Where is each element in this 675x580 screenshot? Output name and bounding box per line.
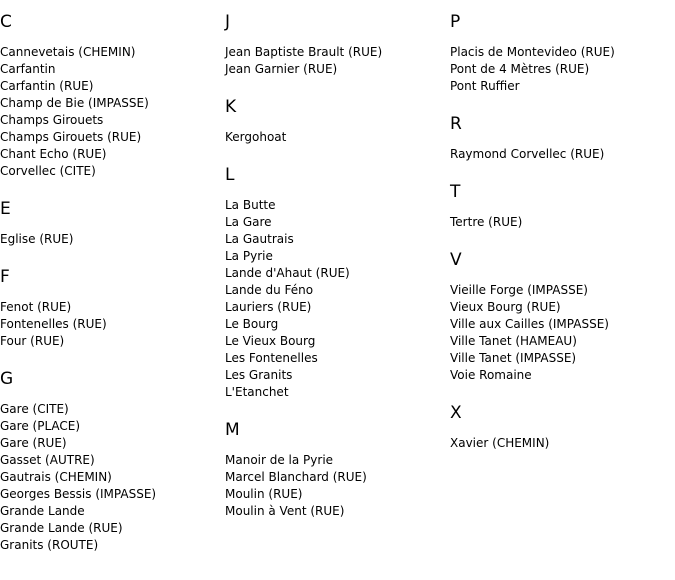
street-link[interactable]: Chant Echo (RUE) — [0, 147, 107, 161]
section-letter-heading: L — [225, 165, 235, 185]
index-column-3 — [450, 12, 675, 471]
letter-section-l — [225, 165, 450, 401]
street-link[interactable]: Ville aux Cailles (IMPASSE) — [450, 317, 609, 331]
street-link[interactable]: La Gautrais — [225, 232, 294, 246]
street-list — [225, 452, 450, 520]
street-link[interactable]: Gare (RUE) — [0, 436, 67, 450]
street-link[interactable]: La Gare — [225, 215, 272, 229]
street-link[interactable]: Fontenelles (RUE) — [0, 317, 107, 331]
street-list — [450, 282, 675, 384]
letter-section-x — [450, 403, 675, 452]
street-link[interactable]: Xavier (CHEMIN) — [450, 436, 550, 450]
street-link[interactable]: Champs Girouets (RUE) — [0, 130, 142, 144]
street-link[interactable]: Fenot (RUE) — [0, 300, 72, 314]
street-link[interactable]: Les Granits — [225, 368, 293, 382]
street-link[interactable]: La Butte — [225, 198, 276, 212]
section-letter-heading: J — [225, 12, 231, 32]
street-link[interactable]: Moulin à Vent (RUE) — [225, 504, 345, 518]
section-letter-heading: E — [0, 199, 11, 219]
street-link[interactable]: Marcel Blanchard (RUE) — [225, 470, 367, 484]
letter-section-e — [0, 199, 225, 248]
street-link[interactable]: Cannevetais (CHEMIN) — [0, 45, 136, 59]
section-letter-heading: R — [450, 114, 462, 134]
street-list — [0, 44, 225, 180]
street-link[interactable]: Vieille Forge (IMPASSE) — [450, 283, 588, 297]
street-link[interactable]: Gare (CITE) — [0, 402, 69, 416]
index-column-2 — [225, 12, 450, 539]
street-list — [0, 231, 225, 248]
street-link[interactable]: Moulin (RUE) — [225, 487, 303, 501]
letter-section-g — [0, 369, 225, 554]
street-list — [0, 401, 225, 554]
street-link[interactable]: Georges Bessis (IMPASSE) — [0, 487, 157, 501]
street-list — [450, 146, 675, 163]
street-list — [0, 299, 225, 350]
index-column-1 — [0, 12, 225, 573]
letter-section-v — [450, 250, 675, 384]
letter-section-p — [450, 12, 675, 95]
street-list — [225, 44, 450, 78]
street-link[interactable]: Le Bourg — [225, 317, 279, 331]
section-letter-heading: K — [225, 97, 237, 117]
street-link[interactable]: Pont Ruffier — [450, 79, 520, 93]
street-link[interactable]: La Pyrie — [225, 249, 273, 263]
street-link[interactable]: L'Etanchet — [225, 385, 289, 399]
street-link[interactable]: Ville Tanet (IMPASSE) — [450, 351, 577, 365]
street-list — [450, 214, 675, 231]
section-letter-heading: G — [0, 369, 14, 389]
section-letter-heading: V — [450, 250, 462, 270]
street-link[interactable]: Manoir de la Pyrie — [225, 453, 334, 467]
street-link[interactable]: Placis de Montevideo (RUE) — [450, 45, 615, 59]
letter-section-k — [225, 97, 450, 146]
street-link[interactable]: Champs Girouets — [0, 113, 104, 127]
street-link[interactable]: Four (RUE) — [0, 334, 65, 348]
street-link[interactable]: Voie Romaine — [450, 368, 532, 382]
letter-section-f — [0, 267, 225, 350]
section-letter-heading: X — [450, 403, 462, 423]
section-letter-heading: M — [225, 420, 240, 440]
street-link[interactable]: Grande Lande (RUE) — [0, 521, 123, 535]
street-link[interactable]: Jean Baptiste Brault (RUE) — [225, 45, 383, 59]
street-list — [225, 129, 450, 146]
street-link[interactable]: Pont de 4 Mètres (RUE) — [450, 62, 590, 76]
street-link[interactable]: Gasset (AUTRE) — [0, 453, 95, 467]
section-letter-heading: T — [450, 182, 461, 202]
street-link[interactable]: Vieux Bourg (RUE) — [450, 300, 561, 314]
letter-section-t — [450, 182, 675, 231]
street-list — [450, 435, 675, 452]
street-link[interactable]: Carfantin (RUE) — [0, 79, 94, 93]
street-link[interactable]: Lande d'Ahaut (RUE) — [225, 266, 350, 280]
street-link[interactable]: Granits (ROUTE) — [0, 538, 99, 552]
street-link[interactable]: Les Fontenelles — [225, 351, 318, 365]
street-link[interactable]: Gautrais (CHEMIN) — [0, 470, 112, 484]
street-link[interactable]: Eglise (RUE) — [0, 232, 74, 246]
street-link[interactable]: Tertre (RUE) — [450, 215, 523, 229]
letter-section-m — [225, 420, 450, 520]
section-letter-heading: C — [0, 12, 12, 32]
section-letter-heading: F — [0, 267, 10, 287]
street-link[interactable]: Kergohoat — [225, 130, 287, 144]
street-link[interactable]: Le Vieux Bourg — [225, 334, 316, 348]
street-link[interactable]: Grande Lande — [0, 504, 85, 518]
street-link[interactable]: Ville Tanet (HAMEAU) — [450, 334, 577, 348]
street-link[interactable]: Jean Garnier (RUE) — [225, 62, 338, 76]
street-link[interactable]: Corvellec (CITE) — [0, 164, 96, 178]
street-link[interactable]: Champ de Bie (IMPASSE) — [0, 96, 149, 110]
street-link[interactable]: Raymond Corvellec (RUE) — [450, 147, 605, 161]
letter-section-j — [225, 12, 450, 78]
street-list — [450, 44, 675, 95]
street-link[interactable]: Lauriers (RUE) — [225, 300, 312, 314]
street-link[interactable]: Carfantin — [0, 62, 56, 76]
section-letter-heading: P — [450, 12, 461, 32]
letter-section-c — [0, 12, 225, 180]
letter-section-r — [450, 114, 675, 163]
street-link[interactable]: Gare (PLACE) — [0, 419, 81, 433]
street-list — [225, 197, 450, 401]
street-link[interactable]: Lande du Féno — [225, 283, 314, 297]
